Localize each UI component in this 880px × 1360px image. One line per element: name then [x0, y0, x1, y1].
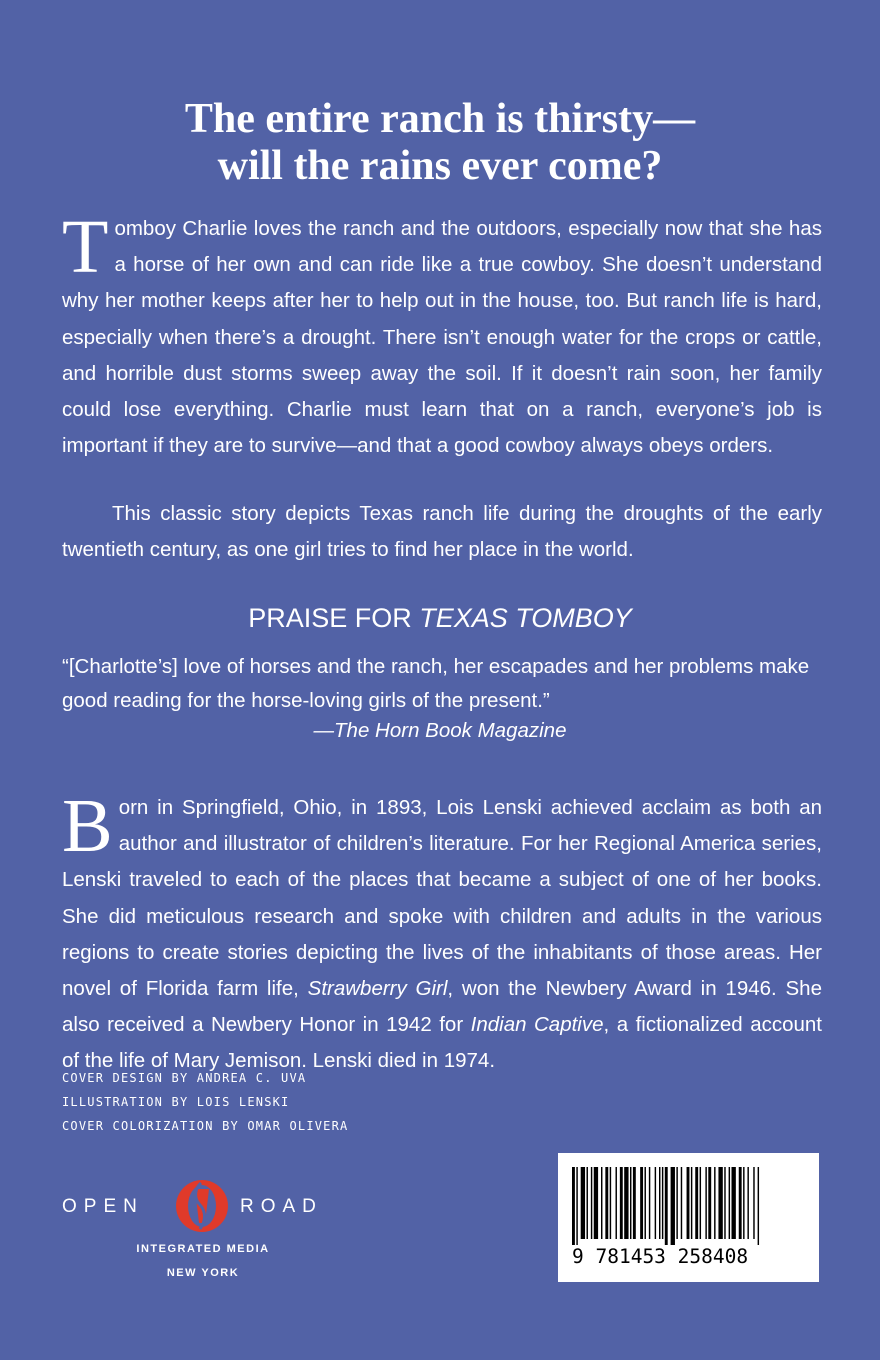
headline-line-2: will the rains ever come? — [217, 143, 663, 189]
publisher-location: NEW YORK — [166, 1267, 240, 1279]
barcode-bar — [587, 1167, 588, 1239]
barcode-bar — [691, 1167, 692, 1239]
barcode-bar — [739, 1167, 742, 1239]
headline-line-1: The entire ranch is thirsty— — [184, 96, 696, 142]
barcode-bar — [747, 1167, 748, 1239]
cover-credits — [62, 1066, 348, 1138]
barcode-bar — [620, 1167, 623, 1239]
barcode-bar — [718, 1167, 722, 1239]
blurb-paragraph — [62, 205, 822, 464]
barcode-bar — [633, 1167, 636, 1239]
barcode-bar — [624, 1167, 628, 1239]
barcode-bar — [714, 1167, 715, 1239]
barcode-bar — [601, 1167, 602, 1239]
barcode-bar — [743, 1167, 744, 1239]
bio-dropcap: B — [62, 784, 113, 868]
barcode-bar — [687, 1167, 690, 1239]
barcode-bar — [605, 1167, 608, 1239]
barcode-bar — [649, 1167, 650, 1239]
barcode-bar — [630, 1167, 631, 1239]
praise-heading-prefix: PRAISE FOR — [248, 603, 420, 633]
barcode-bar — [676, 1167, 677, 1239]
barcode-bar — [665, 1167, 668, 1245]
praise-quote: “[Charlotte’s] love of horses and the ranch, her escapades and her problems make good reading for the horse-loving girls of the present.” — [62, 655, 810, 712]
barcode-bar — [732, 1167, 736, 1239]
barcode-bar — [695, 1167, 698, 1239]
bio-text-part-3: , a fictionalized account of the life of Mary Jemison. Lenski died in 1974. — [62, 1013, 822, 1073]
barcode-bar — [655, 1167, 656, 1239]
barcode-bar — [594, 1167, 598, 1239]
isbn-digits: 9 781453 258408 — [572, 1245, 749, 1268]
credit-illustration: ILLUSTRATION BY LOIS LENSKI — [62, 1095, 290, 1109]
barcode-bar — [681, 1167, 682, 1239]
barcode-bar — [662, 1167, 663, 1239]
bio-book-title-indian-captive: Indian Captive — [470, 1013, 604, 1037]
barcode-bar — [705, 1167, 706, 1239]
barcode-bar — [700, 1167, 701, 1239]
publisher-logo-block — [58, 1175, 348, 1285]
bio-text-part-1: orn in Springfield, Ohio, in 1893, Lois Lenski achieved acclaim as both an author and illustrator of children’s literature. For her Regional America series, Lenski traveled to each of the places that became a subject of one of her books. She did meticulous research and spoke with children and adults in the various regions to create stories depicting the lives of the inhabitants of those areas. Her novel of Florida farm life, — [62, 796, 822, 1001]
barcode-bar — [616, 1167, 617, 1239]
publisher-word-open: OPEN — [62, 1196, 144, 1217]
author-bio-paragraph — [62, 784, 822, 1080]
blurb-dropcap: T — [62, 205, 109, 289]
praise-attribution: —The Horn Book Magazine — [313, 719, 567, 742]
barcode-bars — [570, 1167, 806, 1245]
credit-colorization: COVER COLORIZATION BY OMAR OLIVERA — [62, 1119, 349, 1133]
bio-book-title-strawberry-girl: Strawberry Girl — [307, 977, 448, 1001]
open-road-logo-icon — [174, 1175, 230, 1237]
isbn-barcode — [558, 1153, 819, 1282]
barcode-bar — [640, 1167, 643, 1239]
praise-heading — [0, 598, 880, 638]
barcode-bar — [729, 1167, 730, 1239]
barcode-bar — [724, 1167, 725, 1239]
barcode-bar — [610, 1167, 611, 1239]
praise-heading-title: TEXAS TOMBOY — [419, 603, 632, 633]
publisher-word-road: ROAD — [240, 1196, 323, 1217]
barcode-bar — [591, 1167, 592, 1239]
barcode-bar — [758, 1167, 759, 1245]
headline — [0, 96, 880, 190]
barcode-bar — [576, 1167, 577, 1245]
credit-cover-design: COVER DESIGN BY ANDREA C. UVA — [62, 1071, 307, 1085]
barcode-bar — [659, 1167, 660, 1239]
blurb-text: omboy Charlie loves the ranch and the outdoors, especially now that she has a horse of her own and can ride like a true cowboy. She doesn’t understand why her mother keeps after her to help out in the house, too. But ranch life is hard, especially when there’s a drought. There isn’t enough water for the crops or cattle, and horrible dust storms sweep away the soil. If it doesn’t rain soon, her family could lose everything. Charlie must learn that on a ranch, everyone’s job is important if they are to survive—and that a good cowboy always obeys orders. — [62, 217, 822, 458]
barcode-bar — [645, 1167, 646, 1239]
publisher-integrated-media: INTEGRATED MEDIA — [136, 1243, 270, 1255]
classic-paragraph: This classic story depicts Texas ranch life during the droughts of the early twentieth century, as one girl tries to find her place in the world. — [62, 502, 822, 562]
barcode-bar — [572, 1167, 575, 1245]
bio-text-part-2: , won the Newbery Award in 1946. She also received a Newbery Honor in 1942 for — [62, 977, 822, 1037]
barcode-bar — [753, 1167, 754, 1239]
barcode-bar — [581, 1167, 585, 1239]
barcode-bar — [671, 1167, 675, 1245]
barcode-bar — [708, 1167, 711, 1239]
